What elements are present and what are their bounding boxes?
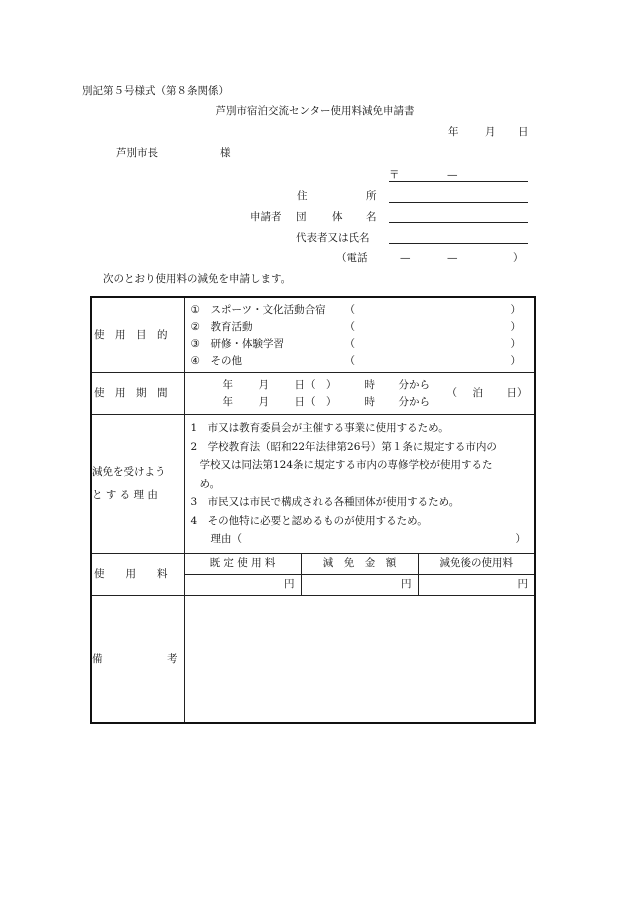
intro-text: 次のとおり使用料の減免を申請します。 [103, 273, 292, 285]
purpose-option-1[interactable]: ① スポーツ・文化活動合宿 （ ） [190, 304, 521, 316]
fee-reduction-value[interactable]: 円 [301, 574, 418, 595]
applicant-label: 申請者 [250, 211, 282, 223]
reason-other[interactable]: 理由（ ） [210, 533, 526, 545]
remarks-row [91, 595, 535, 723]
reason-item-2[interactable]: 2 学校教育法（昭和22年法律第26号）第１条に規定する市内の [190, 440, 497, 453]
phone-dash-2: — [447, 252, 458, 264]
reason-item-3[interactable]: 3 市民又は市民で構成される各種団体が使用するため。 [190, 496, 460, 508]
address-line[interactable] [389, 202, 528, 203]
postal-dash: — [447, 169, 458, 181]
reason-label: 減免を受けよう と す る 理 由 [91, 415, 184, 554]
fee-header-row [91, 553, 535, 574]
group-label-2: 体 [332, 211, 343, 223]
fee-after-value[interactable]: 円 [418, 574, 535, 595]
fee-col-standard: 既 定 使 用 料 [184, 553, 301, 574]
group-name-line[interactable] [389, 222, 528, 223]
purpose-options [184, 297, 535, 373]
phone-close: ） [513, 252, 524, 264]
date-year-label: 年 [448, 126, 459, 138]
fee-col-reduction: 減 免 金 額 [301, 553, 418, 574]
fee-standard-value[interactable]: 円 [184, 574, 301, 595]
group-label-3: 名 [366, 211, 377, 223]
postal-mark: 〒 [389, 169, 400, 181]
reason-options [184, 415, 535, 554]
fee-col-after: 減免後の使用料 [418, 553, 535, 574]
date-day-label: 日 [518, 126, 529, 138]
document-title: 芦別市宿泊交流センター使用料減免申請書 [215, 105, 415, 117]
reason-item-4[interactable]: 4 その他特に必要と認めるものが使用するため。 [190, 514, 428, 527]
group-label-1: 団 [296, 211, 307, 223]
addressee-name: 芦別市長 [116, 147, 158, 159]
purpose-option-2[interactable]: ② 教育活動 （ ） [190, 321, 521, 333]
reason-row [91, 415, 535, 554]
address-label-2: 所 [366, 190, 377, 202]
address-label-1: 住 [297, 190, 308, 202]
purpose-option-3[interactable]: ③ 研修・体験学習 （ ） [190, 338, 521, 350]
representative-line[interactable] [389, 243, 528, 244]
phone-dash-1: — [400, 252, 411, 264]
postal-code-line[interactable] [389, 181, 528, 182]
fee-label: 使 用 料 [91, 553, 184, 595]
form-number: 別記第５号様式（第８条関係） [82, 85, 229, 97]
period-values[interactable]: 年 月 日（ ） 時 分から 年 月 日（ ） 時 分から （ 泊 日） [184, 373, 535, 415]
purpose-option-4[interactable]: ④ その他 （ ） [190, 355, 521, 367]
remarks-field[interactable] [184, 595, 535, 723]
addressee-honorific: 様 [220, 147, 231, 159]
period-label: 使 用 期 間 [91, 373, 184, 415]
application-table [90, 296, 536, 724]
date-month-label: 月 [485, 126, 496, 138]
purpose-row [91, 297, 535, 373]
remarks-label: 備 考 [91, 595, 184, 723]
reason-item-1[interactable]: 1 市又は教育委員会が主催する事業に使用するため。 [190, 422, 449, 434]
reason-item-2-end: め。 [199, 477, 221, 490]
period-row [91, 373, 535, 415]
representative-label: 代表者又は氏名 [296, 232, 370, 244]
purpose-label: 使 用 目 的 [91, 297, 184, 373]
phone-label: （電話 [336, 252, 368, 264]
reason-item-2-cont: 学校又は同法第124条に規定する市内の専修学校が使用するた [199, 459, 493, 471]
